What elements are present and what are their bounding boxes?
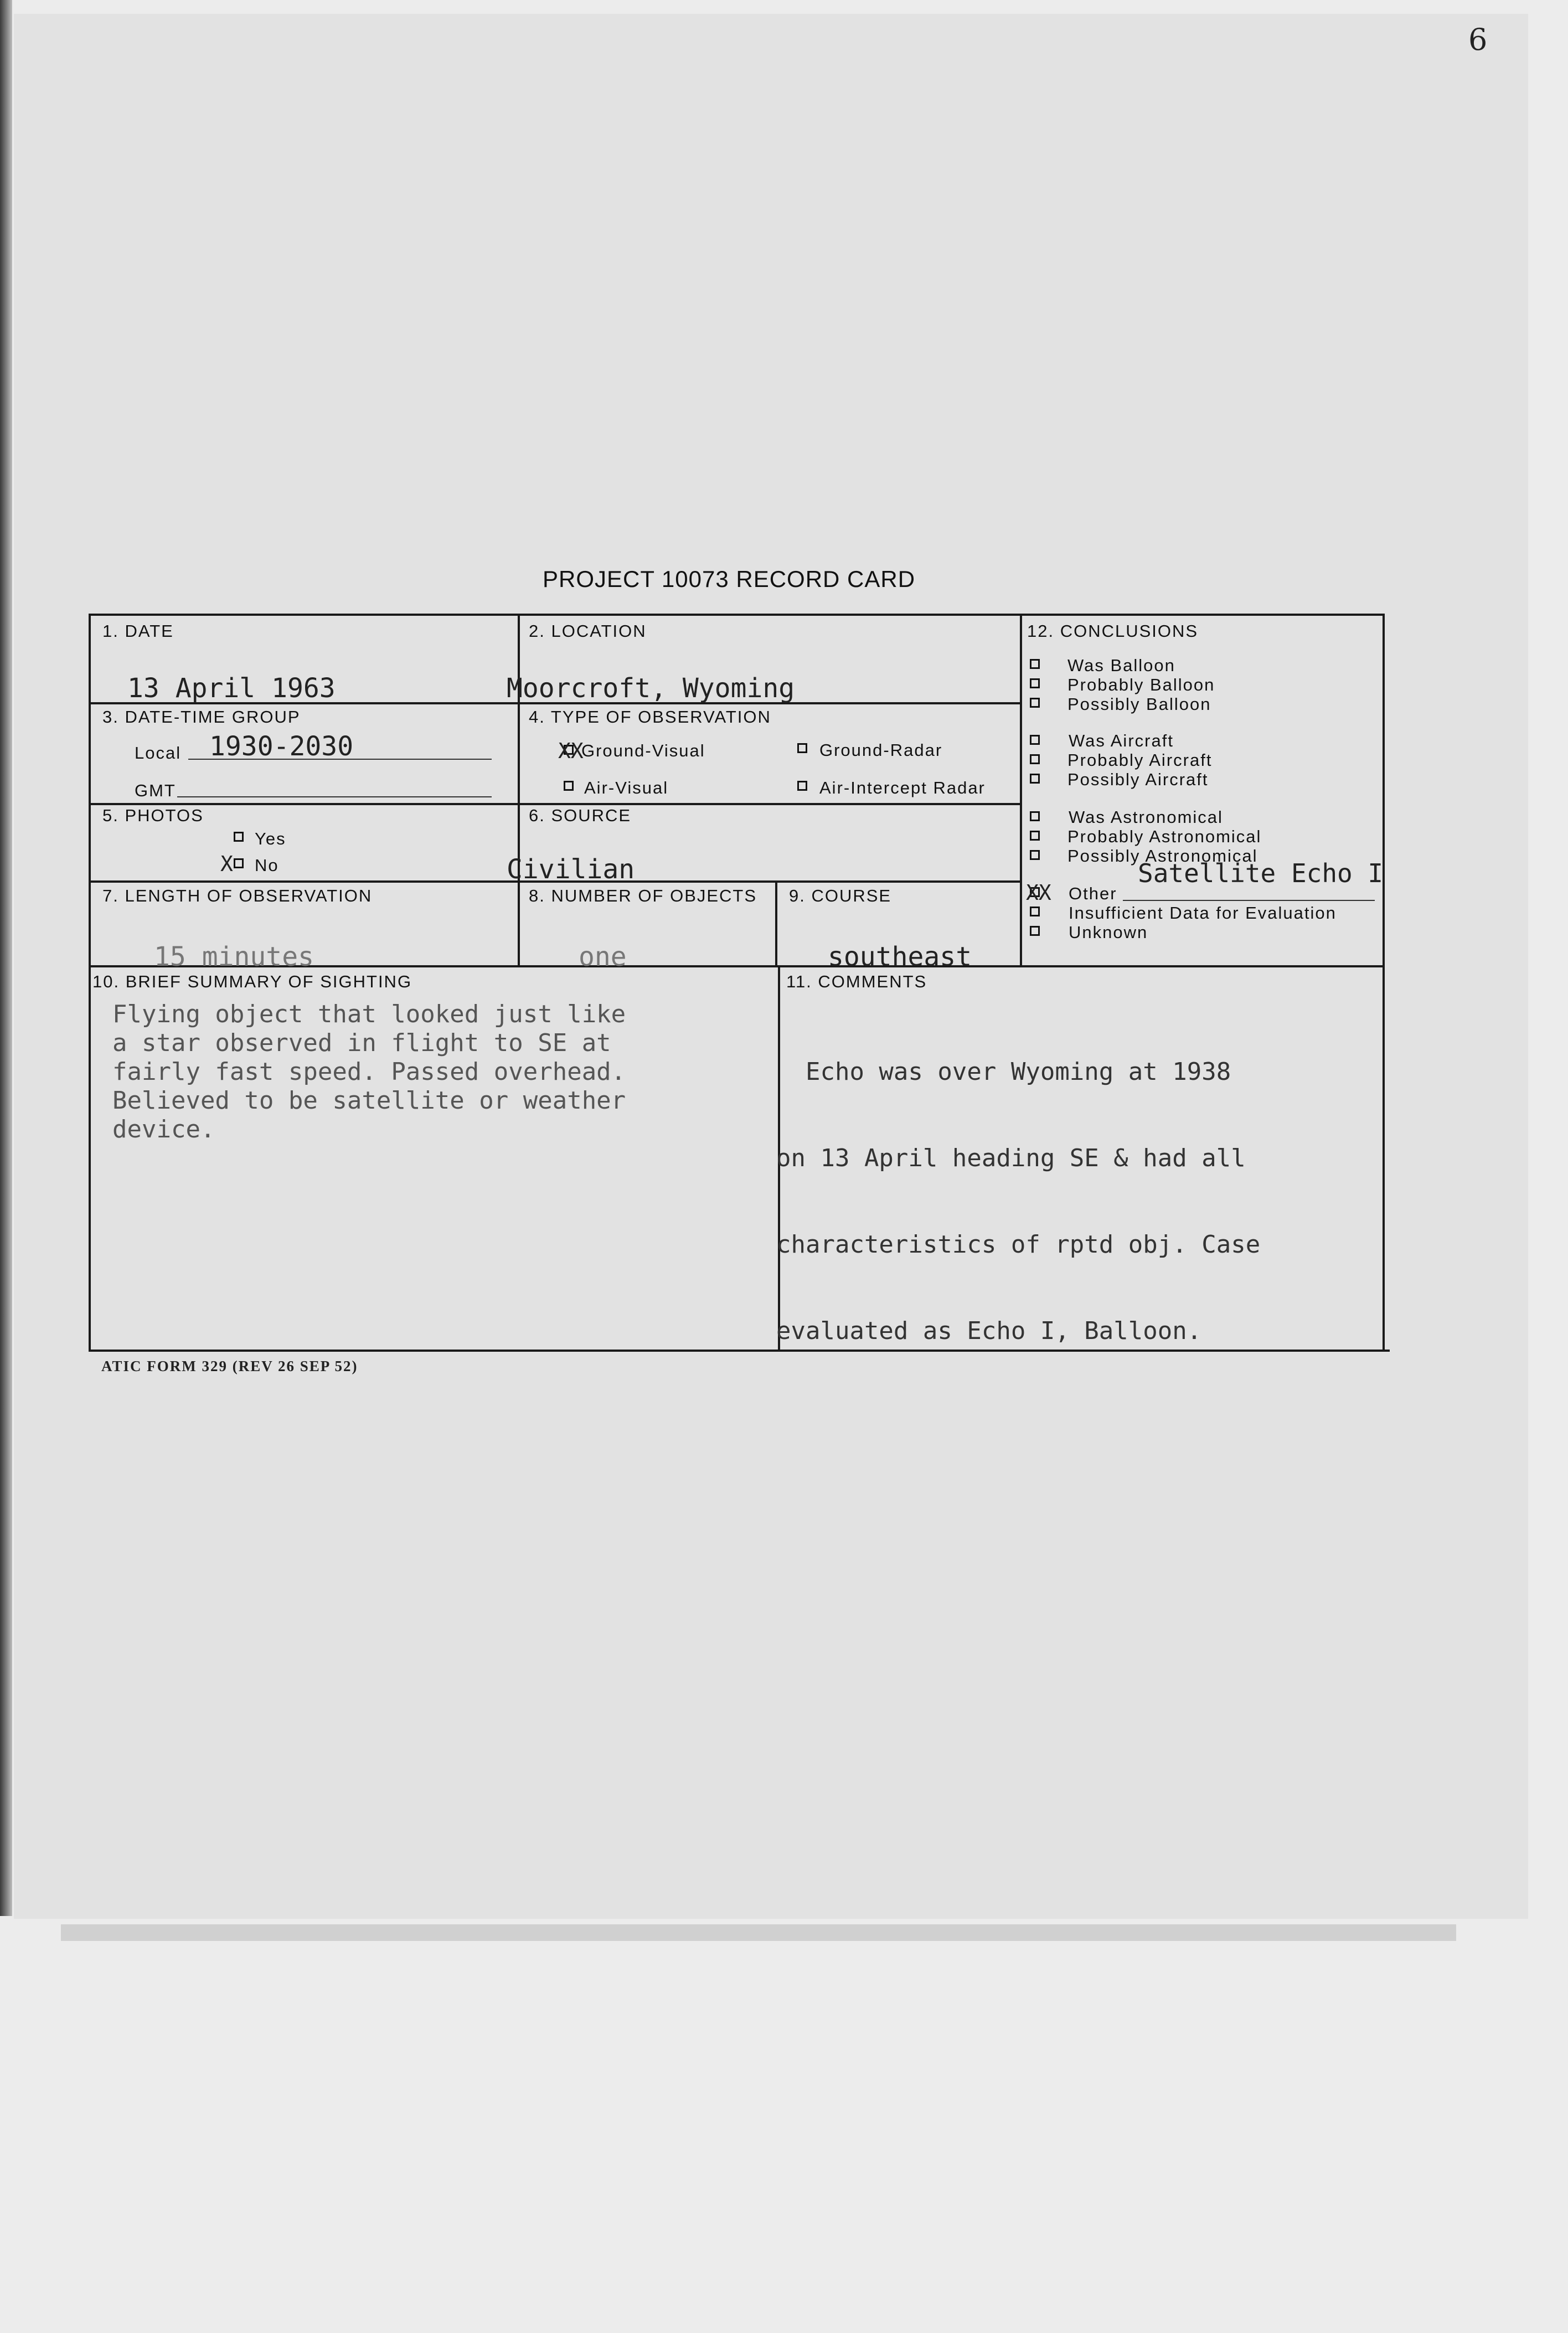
comments-line: evaluated as Echo I, Balloon. (776, 1317, 1202, 1345)
location-label: 2. LOCATION (529, 621, 647, 641)
source-value: Civilian (507, 854, 635, 885)
unknown-checkbox[interactable] (1030, 926, 1040, 936)
photos-no-checkbox[interactable] (234, 858, 244, 868)
comments-line: Echo was over Wyoming at 1938 (776, 1058, 1231, 1086)
local-time-label: Local (135, 743, 182, 763)
type-of-observation-label: 4. TYPE OF OBSERVATION (529, 707, 771, 727)
photos-no-x-mark: X (220, 852, 233, 876)
summary-line: Believed to be satellite or weather (112, 1086, 626, 1115)
summary-line: a star observed in flight to SE at (112, 1029, 611, 1057)
scan-left-edge (0, 0, 12, 1916)
probably-aircraft-option: Probably Aircraft (1067, 750, 1213, 770)
probably-balloon-option: Probably Balloon (1067, 675, 1215, 694)
comments-text (776, 1000, 1260, 1374)
photos-yes-option: Yes (255, 829, 286, 848)
insufficient-data-option: Insufficient Data for Evaluation (1069, 903, 1337, 923)
paper-shadow (61, 1924, 1456, 1941)
insufficient-data-checkbox[interactable] (1030, 907, 1040, 916)
probably-astronomical-checkbox[interactable] (1030, 831, 1040, 841)
date-label: 1. DATE (102, 621, 174, 641)
unknown-option: Unknown (1069, 923, 1148, 942)
gmt-underline (177, 796, 492, 797)
other-x-mark: XX (1026, 880, 1051, 905)
comments-line: characteristics of rptd obj. Case (776, 1230, 1261, 1259)
was-aircraft-checkbox[interactable] (1030, 735, 1040, 745)
divider-row-2 (89, 803, 1020, 805)
summary-label: 10. BRIEF SUMMARY OF SIGHTING (92, 972, 412, 991)
local-time-value: 1930-2030 (209, 731, 354, 762)
probably-balloon-checkbox[interactable] (1030, 678, 1040, 688)
summary-line: device. (112, 1115, 215, 1144)
location-value: Moorcroft, Wyoming (507, 673, 795, 704)
card-border-right (1383, 614, 1385, 1351)
course-value: southeast (828, 941, 972, 972)
number-of-objects-label: 8. NUMBER OF OBJECTS (529, 886, 757, 905)
ground-radar-checkbox[interactable] (797, 743, 807, 753)
ground-visual-x-mark: XX (558, 739, 584, 763)
air-intercept-radar-option: Air-Intercept Radar (819, 778, 986, 797)
air-visual-checkbox[interactable] (564, 781, 574, 791)
divider-col-12 (1020, 614, 1022, 966)
was-balloon-option: Was Balloon (1067, 656, 1175, 675)
air-visual-option: Air-Visual (584, 778, 669, 797)
comments-line: on 13 April heading SE & had all (776, 1144, 1246, 1172)
was-balloon-checkbox[interactable] (1030, 659, 1040, 669)
card-border-left (89, 614, 91, 1351)
comments-label: 11. COMMENTS (786, 972, 927, 991)
divider-col-1 (518, 614, 520, 966)
other-conclusion-value: Satellite Echo I (1138, 858, 1384, 888)
was-astronomical-checkbox[interactable] (1030, 811, 1040, 821)
gmt-label: GMT (135, 781, 176, 800)
ground-visual-option: Ground-Visual (581, 741, 705, 760)
course-label: 9. COURSE (789, 886, 892, 905)
possibly-aircraft-checkbox[interactable] (1030, 774, 1040, 784)
photos-label: 5. PHOTOS (102, 806, 204, 825)
air-intercept-radar-checkbox[interactable] (797, 781, 807, 791)
probably-aircraft-checkbox[interactable] (1030, 754, 1040, 764)
other-underline (1123, 900, 1375, 901)
length-of-observation-label: 7. LENGTH OF OBSERVATION (102, 886, 373, 905)
possibly-balloon-checkbox[interactable] (1030, 698, 1040, 708)
possibly-balloon-option: Possibly Balloon (1067, 694, 1211, 714)
length-of-observation-value: 15 minutes (154, 941, 314, 972)
was-astronomical-option: Was Astronomical (1069, 807, 1223, 827)
conclusions-label: 12. CONCLUSIONS (1027, 621, 1199, 641)
ground-radar-option: Ground-Radar (819, 740, 943, 760)
probably-astronomical-option: Probably Astronomical (1067, 827, 1262, 846)
photos-yes-checkbox[interactable] (234, 832, 244, 842)
summary-line: Flying object that looked just like (112, 1000, 626, 1028)
summary-line: fairly fast speed. Passed overhead. (112, 1058, 626, 1086)
date-value: 13 April 1963 (127, 673, 336, 704)
possibly-aircraft-option: Possibly Aircraft (1067, 770, 1209, 789)
possibly-astronomical-option: Possibly Astronomical (1067, 846, 1258, 866)
photos-no-option: No (255, 856, 279, 875)
card-border-top (89, 614, 1383, 616)
other-option: Other (1069, 884, 1117, 903)
source-label: 6. SOURCE (529, 806, 632, 825)
was-aircraft-option: Was Aircraft (1069, 731, 1174, 750)
date-time-group-label: 3. DATE-TIME GROUP (102, 707, 301, 727)
card-title: PROJECT 10073 RECORD CARD (543, 566, 916, 592)
summary-text (112, 1000, 626, 1144)
divider-col-9 (775, 880, 777, 966)
number-of-objects-value: one (579, 941, 627, 972)
form-number: ATIC FORM 329 (REV 26 SEP 52) (101, 1358, 358, 1374)
possibly-astronomical-checkbox[interactable] (1030, 850, 1040, 860)
corner-handwritten-mark: 6 (1468, 22, 1488, 57)
